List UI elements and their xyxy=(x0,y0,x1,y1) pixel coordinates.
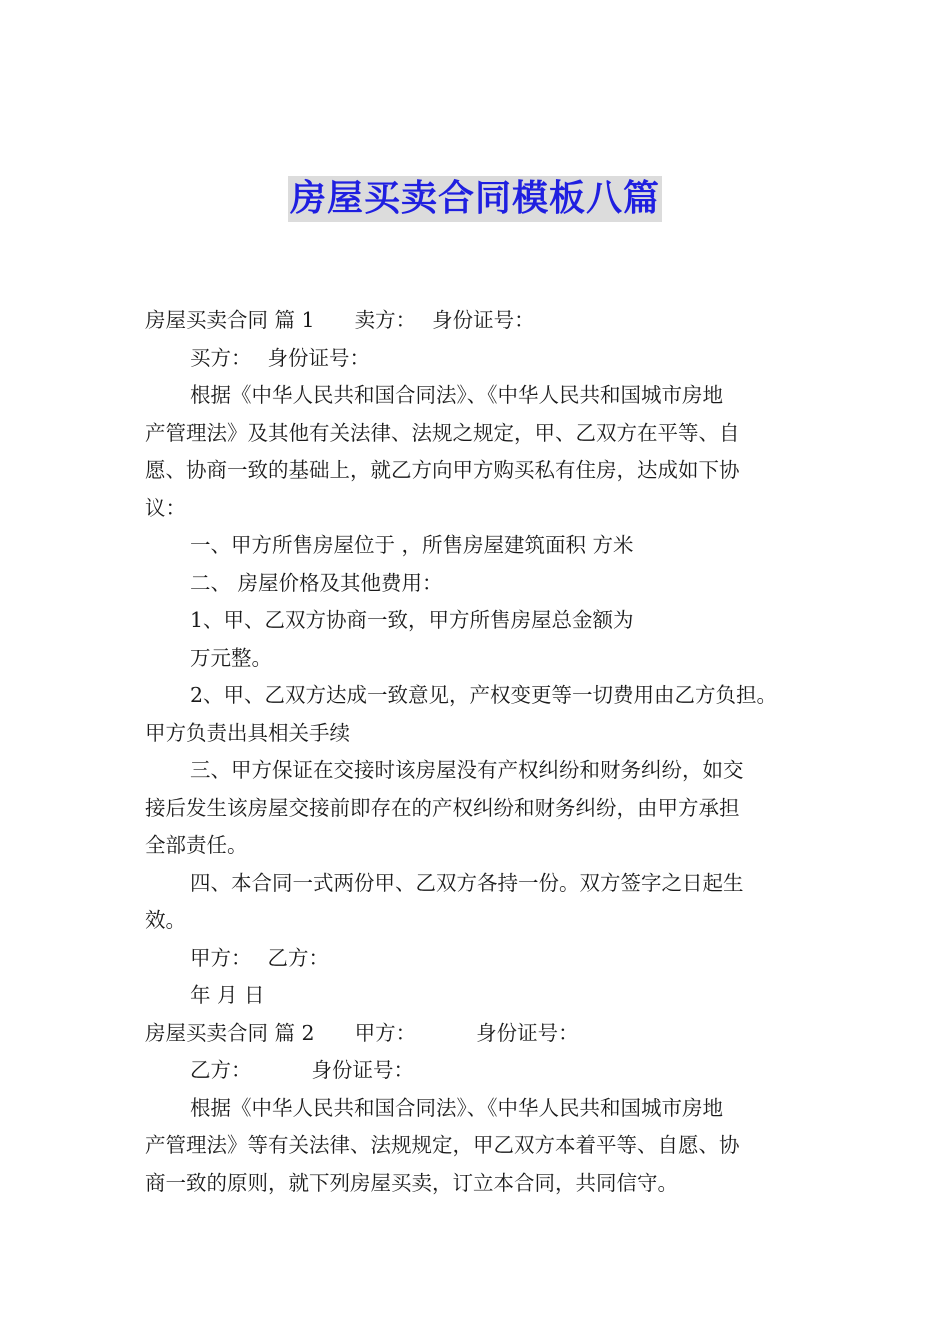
clause-1: 一、甲方所售房屋位于 ，所售房屋建筑面积 方米 xyxy=(190,533,634,557)
clause-2: 二、 房屋价格及其他费用： xyxy=(190,570,443,595)
party-b-label: 乙方： xyxy=(190,1058,252,1082)
part1-intro-line: 议： xyxy=(145,495,186,520)
party-b-id-label: 身份证号： xyxy=(311,1058,414,1082)
part1-intro-line: 愿、协商一致的基础上，就乙方向甲方购买私有住房，达成如下协 xyxy=(145,458,740,482)
buyer-line xyxy=(145,340,817,378)
part1-heading-line xyxy=(145,302,817,340)
clause-2-1: 1、甲、乙双方协商一致，甲方所售房屋总金额为 xyxy=(190,608,634,632)
clause-2-2-cont: 甲方负责出具相关手续 xyxy=(145,720,350,745)
party-a-id-label: 身份证号： xyxy=(476,1020,579,1045)
part2-heading-line xyxy=(145,1015,817,1053)
clause-3-line: 接后发生该房屋交接前即存在的产权纠纷和财务纠纷，由甲方承担 xyxy=(145,795,740,820)
seller-label: 卖方： xyxy=(354,308,417,332)
sign-party-a: 甲方： xyxy=(190,945,252,970)
part2-intro-line: 产管理法》等有关法律、法规规定，甲乙双方本着平等、自愿、协 xyxy=(145,1133,740,1157)
part2-intro-line: 根据《中华人民共和国合同法》、《中华人民共和国城市房地 xyxy=(190,1095,723,1120)
part1-heading: 房屋买卖合同 篇 1 xyxy=(145,308,315,332)
party-b-line xyxy=(145,1052,817,1090)
signature-line xyxy=(145,940,817,978)
document-title: 房屋买卖合同模板八篇 xyxy=(288,176,662,222)
clause-2-1-cont: 万元整。 xyxy=(190,645,272,670)
sign-party-b: 乙方： xyxy=(267,945,329,970)
clause-3-line: 三、甲方保证在交接时该房屋没有产权纠纷和财务纠纷，如交 xyxy=(190,758,744,782)
date-line: 年 月 日 xyxy=(190,983,265,1007)
clause-2-2: 2、甲、乙双方达成一致意见，产权变更等一切费用由乙方负担。 xyxy=(190,683,778,707)
buyer-label: 买方： xyxy=(190,345,252,370)
part2-heading: 房屋买卖合同 篇 2 xyxy=(145,1020,315,1045)
clause-4-line: 效。 xyxy=(145,908,186,932)
part1-intro-line: 根据《中华人民共和国合同法》、《中华人民共和国城市房地 xyxy=(190,383,723,407)
buyer-id-label: 身份证号： xyxy=(267,345,370,370)
party-a-label: 甲方： xyxy=(354,1020,417,1045)
clause-4-line: 四、本合同一式两份甲、乙双方各持一份。双方签字之日起生 xyxy=(190,870,744,895)
seller-id-label: 身份证号： xyxy=(432,308,535,332)
part1-intro-line: 产管理法》及其他有关法律、法规之规定，甲、乙双方在平等、自 xyxy=(145,420,740,445)
part2-intro-line: 商一致的原则，就下列房屋买卖，订立本合同，共同信守。 xyxy=(145,1170,678,1195)
document-body xyxy=(145,302,817,1202)
clause-3-line: 全部责任。 xyxy=(145,833,248,857)
